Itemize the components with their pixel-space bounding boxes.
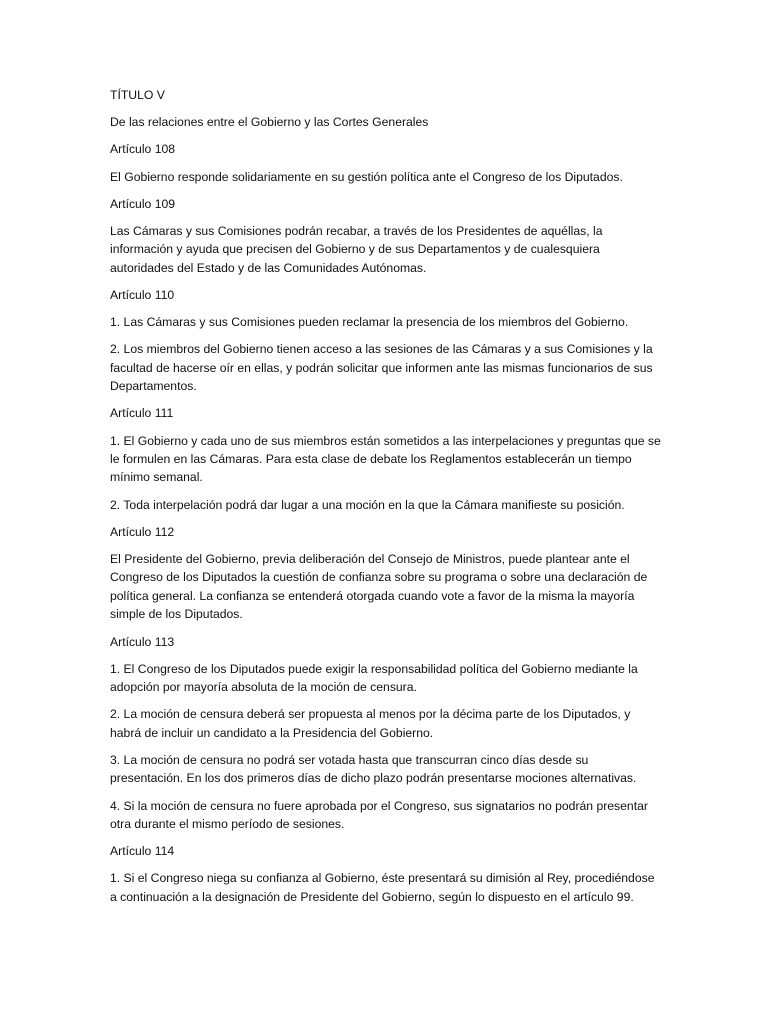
- article-paragraph: 1. El Gobierno y cada uno de sus miembros están sometidos a las interpelaciones y preguntas que se le formulen en las Cámaras. Para esta clase de debate los Reglamentos establecerán un tiempo mínimo semanal.: [110, 433, 661, 485]
- article-paragraph: 2. La moción de censura deberá ser propuesta al menos por la décima parte de los Diputados, y habrá de incluir un candidato a la Presidencia del Gobierno.: [110, 707, 631, 740]
- article-paragraph: 1. El Congreso de los Diputados puede exigir la responsabilidad política del Gobierno mediante la adopción por mayoría absoluta de la moción de censura.: [110, 661, 638, 695]
- article-heading: Artículo 109: [110, 196, 176, 211]
- article-paragraph: 4. Si la moción de censura no fuere aprobada por el Congreso, sus signatarios no podrán presentar otra durante el mismo período de sesiones.: [110, 798, 648, 831]
- article-paragraph: 3. La moción de censura no podrá ser votada hasta que transcurran cinco días desde su presentación. En los dos primeros días de dicho plazo podrán presentarse mociones alternativas.: [110, 752, 637, 786]
- document-body: [110, 86, 662, 915]
- article-paragraph: El Presidente del Gobierno, previa deliberación del Consejo de Ministros, puede plantear ante el Congreso de los Diputados la cuestión de confianza sobre su programa o sobre una declaración de política general. La confianza se entenderá otorgada cuando vote a favor de la misma la mayoría simple de los Diputados.: [110, 552, 648, 622]
- article-paragraph: Las Cámaras y sus Comisiones podrán recabar, a través de los Presidentes de aquéllas, la información y ayuda que precisen del Gobierno y de sus Departamentos y de cualesquiera autoridades del Estado y de las Comunidades Autónomas.: [110, 224, 603, 275]
- article-heading: Artículo 113: [110, 634, 175, 649]
- article-heading: Artículo 111: [110, 406, 174, 421]
- article-paragraph: El Gobierno responde solidariamente en su gestión política ante el Congreso de los Diputados.: [110, 169, 623, 184]
- article-heading: Artículo 110: [110, 288, 175, 303]
- article-paragraph: 1. Las Cámaras y sus Comisiones pueden reclamar la presencia de los miembros del Gobierno.: [110, 315, 629, 330]
- article-paragraph: 1. Si el Congreso niega su confianza al Gobierno, éste presentará su dimisión al Rey, procediéndose a continuación a la designación de Presidente del Gobierno, según lo dispuesto en el artículo 99.: [110, 871, 655, 904]
- document-blocks: [110, 140, 662, 906]
- article-heading: Artículo 108: [110, 142, 176, 157]
- article-paragraph: 2. Toda interpelación podrá dar lugar a una moción en la que la Cámara manifieste su posición.: [110, 497, 625, 512]
- article-paragraph: 2. Los miembros del Gobierno tienen acceso a las sesiones de las Cámaras y a sus Comisiones y la facultad de hacerse oír en ellas, y podrán solicitar que informen ante las mismas funcionarios de sus Departamentos.: [110, 342, 653, 394]
- document-subtitle: De las relaciones entre el Gobierno y las Cortes Generales: [110, 115, 429, 130]
- article-heading: Artículo 114: [110, 844, 175, 859]
- document-title: TÍTULO V: [110, 88, 165, 102]
- article-heading: Artículo 112: [110, 524, 175, 539]
